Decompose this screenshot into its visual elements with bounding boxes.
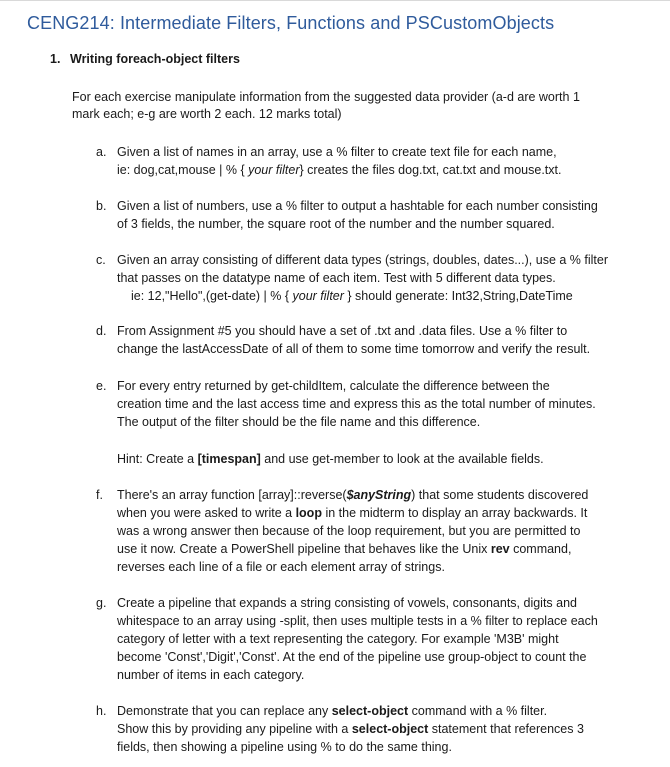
- exercise-line: Given an array consisting of different data types (strings, doubles, dates...), use a % filter: [117, 253, 608, 267]
- exercise-line: Given a list of numbers, use a % filter to output a hashtable for each number consisting: [117, 199, 598, 213]
- intro-line: mark each; e-g are worth 2 each. 12 marks total): [72, 107, 342, 121]
- exercise-line: ie: dog,cat,mouse | % { your filter} creates the files dog.txt, cat.txt and mouse.txt.: [117, 163, 562, 177]
- exercise-marker: b.: [96, 199, 107, 213]
- exercise-marker: g.: [96, 596, 107, 610]
- exercise-line: fields, then showing a pipeline using % to do the same thing.: [117, 740, 452, 754]
- exercise-line: Given a list of names in an array, use a % filter to create text file for each name,: [117, 145, 557, 159]
- exercise-line: whitespace to an array using -split, then uses multiple tests in a % filter to replace each: [117, 614, 598, 628]
- top-border: [0, 0, 670, 1]
- exercise-marker: c.: [96, 253, 106, 267]
- exercise-line: ie: 12,"Hello",(get-date) | % { your filter } should generate: Int32,String,DateTime: [131, 289, 573, 303]
- exercise-line: become 'Const','Digit','Const'. At the end of the pipeline use group-object to count the: [117, 650, 587, 664]
- exercise-line: reverses each line of a file or each element array of strings.: [117, 560, 445, 574]
- exercise-line: category of letter with a text representing the category. For example 'M3B' might: [117, 632, 559, 646]
- section-title: Writing foreach-object filters: [70, 52, 240, 66]
- exercise-line: For every entry returned by get-childItem, calculate the difference between the: [117, 379, 550, 393]
- exercise-line: when you were asked to write a loop in the midterm to display an array backwards. It: [117, 506, 588, 520]
- exercise-line: Create a pipeline that expands a string consisting of vowels, consonants, digits and: [117, 596, 577, 610]
- exercise-marker: a.: [96, 145, 107, 159]
- exercise-line: that passes on the datatype name of each item. Test with 5 different data types.: [117, 271, 556, 285]
- exercise-line: creation time and the last access time and express this as the total number of minutes.: [117, 397, 596, 411]
- exercise-marker: f.: [96, 488, 103, 502]
- section-number: 1.: [50, 52, 61, 66]
- placeholder-text: your filter: [292, 289, 344, 303]
- page-title: CENG214: Intermediate Filters, Functions and PSCustomObjects: [27, 13, 555, 33]
- exercise-marker: h.: [96, 704, 107, 718]
- exercise-line: number of items in each category.: [117, 668, 305, 682]
- exercise-line: Demonstrate that you can replace any select-object command with a % filter.: [117, 704, 548, 718]
- exercise-marker: e.: [96, 379, 107, 393]
- exercise-line: of 3 fields, the number, the square root of the number and the number squared.: [117, 217, 555, 231]
- intro-paragraph: [72, 89, 612, 123]
- intro-line: For each exercise manipulate information from the suggested data provider (a-d are worth 1: [72, 90, 580, 104]
- exercise-line: Show this by providing any pipeline with a select-object statement that references 3: [117, 722, 584, 736]
- exercise-line: change the lastAccessDate of all of them to some time tomorrow and verify the result.: [117, 342, 591, 356]
- exercise-marker: d.: [96, 324, 107, 338]
- exercise-line: There's an array function [array]::reverse($anyString) that some students discovered: [117, 488, 589, 502]
- hint-text: Hint: Create a [timespan] and use get-member to look at the available fields.: [117, 452, 544, 466]
- exercise-line: was a wrong answer then because of the loop requirement, but you are permitted to: [117, 524, 581, 538]
- placeholder-text: your filter: [248, 163, 300, 177]
- exercise-line: use it now. Create a PowerShell pipeline that behaves like the Unix rev command,: [117, 542, 572, 556]
- exercise-line: The output of the filter should be the file name and this difference.: [117, 415, 481, 429]
- exercise-line: From Assignment #5 you should have a set of .txt and .data files. Use a % filter to: [117, 324, 568, 338]
